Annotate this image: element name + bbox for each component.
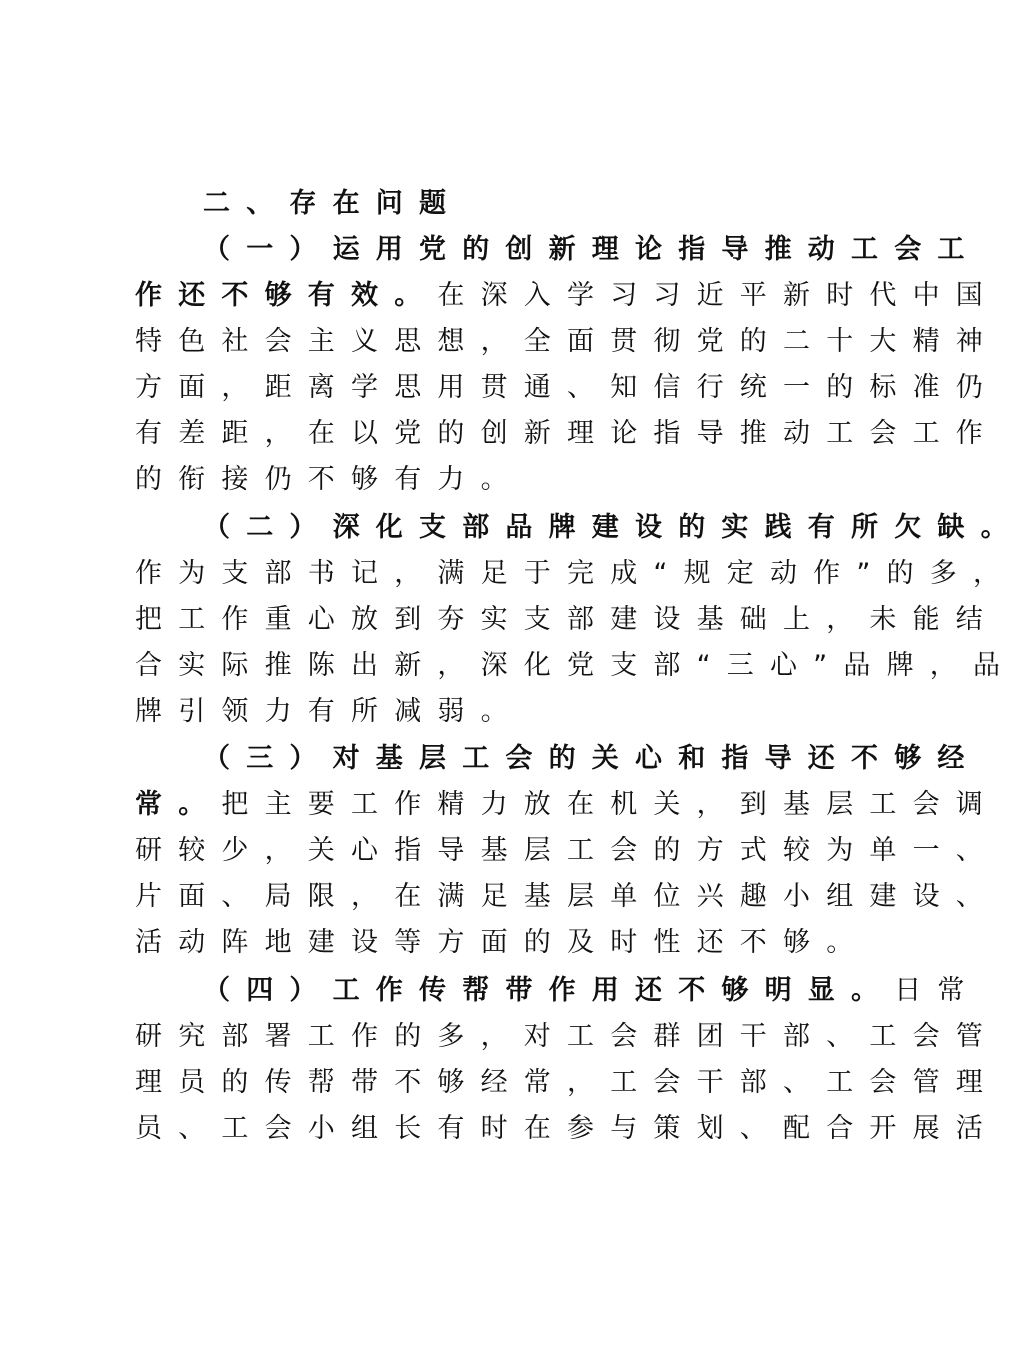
item-3-body-line2: 研较少，关心指导基层工会的方式较为单一、 [135,835,999,866]
item-2-title: 深化支部品牌建设的实践有所欠缺。 [332,512,1024,543]
item-2-body-line3: 合实际推陈出新，深化党支部“三心”品牌，品 [135,650,1017,681]
item-3-title-part1: 对基层工会的关心和指导还不够经 [332,743,981,774]
item-4-body-line4: 员、工会小组长有时在参与策划、配合开展活 [135,1113,999,1144]
item-3-title-line [203,742,981,776]
item-3-body-line1: 把主要工作精力放在机关，到基层工会调 [221,789,1000,820]
item-1-body-line1: 在深入学习习近平新时代中国 [437,280,1000,311]
item-1-body-line3: 方面，距离学思用贯通、知信行统一的标准仍 [135,372,999,403]
item-1-number: （一） [203,234,333,265]
item-3-body-line4: 活动阵地建设等方面的及时性还不够。 [135,927,870,958]
item-2-body-line1: 作为支部书记，满足于完成“规定动作”的多， [135,558,1017,589]
item-2-body-line2: 把工作重心放到夯实支部建设基础上，未能结 [135,604,999,635]
item-1-title-line [203,233,981,267]
item-4-title: 工作传帮带作用还不够明显。 [332,975,895,1006]
item-4-body-line1: 日常 [894,975,981,1006]
item-1-title-part2: 作还不够有效。 [135,280,438,311]
item-3-body-line3: 片面、局限，在满足基层单位兴趣小组建设、 [135,881,999,912]
item-2-number: （二） [203,512,333,543]
item-4-number: （四） [203,975,333,1006]
item-4-body-line2: 研究部署工作的多，对工会群团干部、工会管 [135,1021,999,1052]
item-2-title-line [203,511,1024,545]
item-3-line-2 [135,788,999,822]
item-1-body-line2: 特色社会主义思想，全面贯彻党的二十大精神 [135,326,999,357]
item-1-body-line5: 的衔接仍不够有力。 [135,464,524,495]
item-4-body-line3: 理员的传帮带不够经常，工会干部、工会管理 [135,1067,999,1098]
item-1-line-2 [135,279,999,313]
item-4-title-line [203,974,981,1008]
section-heading: 二、存在问题 [203,188,463,219]
item-1-title-part1: 运用党的创新理论指导推动工会工 [332,234,981,265]
item-2-body-line4: 牌引领力有所减弱。 [135,696,524,727]
item-3-title-part2: 常。 [135,789,222,820]
item-1-body-line4: 有差距，在以党的创新理论指导推动工会工作 [135,418,999,449]
item-3-number: （三） [203,743,333,774]
